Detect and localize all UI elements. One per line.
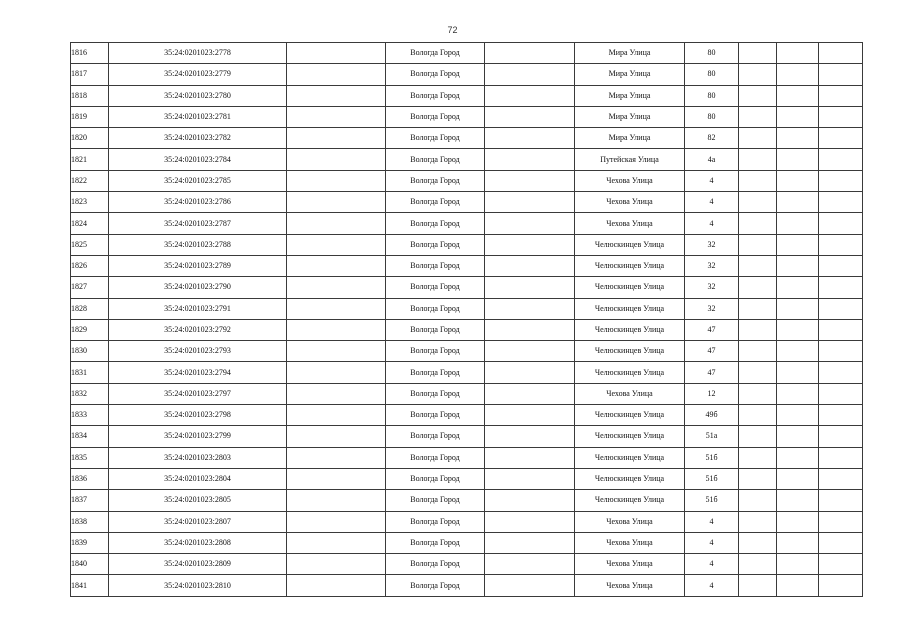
city-cell: Вологда Город [386,575,485,596]
empty-cell [287,575,386,596]
house-number-cell: 4 [685,213,739,234]
registry-table [70,42,863,597]
city-cell: Вологда Город [386,490,485,511]
city-cell: Вологда Город [386,554,485,575]
empty-cell [739,213,777,234]
empty-cell [287,234,386,255]
empty-cell [287,383,386,404]
empty-cell [819,447,863,468]
city-cell: Вологда Город [386,383,485,404]
empty-cell [287,298,386,319]
empty-cell [777,234,819,255]
empty-cell [287,341,386,362]
cadastral-number-cell: 35:24:0201023:2805 [109,490,287,511]
empty-cell [819,234,863,255]
empty-cell [819,468,863,489]
city-cell: Вологда Город [386,170,485,191]
cadastral-number-cell: 35:24:0201023:2778 [109,43,287,64]
empty-cell [819,575,863,596]
empty-cell [287,277,386,298]
cadastral-number-cell: 35:24:0201023:2804 [109,468,287,489]
empty-cell [739,192,777,213]
table-row [71,405,863,426]
page-number: 72 [447,25,458,35]
street-cell: Челюскинцев Улица [575,298,685,319]
empty-cell [485,192,575,213]
house-number-cell: 80 [685,106,739,127]
row-number-cell: 1838 [71,511,109,532]
row-number-cell: 1830 [71,341,109,362]
row-number-cell: 1817 [71,64,109,85]
empty-cell [819,106,863,127]
empty-cell [739,426,777,447]
table-row [71,170,863,191]
house-number-cell: 51а [685,426,739,447]
empty-cell [287,426,386,447]
empty-cell [819,64,863,85]
empty-cell [739,362,777,383]
empty-cell [777,383,819,404]
street-cell: Челюскинцев Улица [575,490,685,511]
empty-cell [739,490,777,511]
empty-cell [739,383,777,404]
street-cell: Челюскинцев Улица [575,405,685,426]
empty-cell [777,298,819,319]
empty-cell [485,149,575,170]
house-number-cell: 4 [685,192,739,213]
row-number-cell: 1821 [71,149,109,170]
empty-cell [819,362,863,383]
cadastral-number-cell: 35:24:0201023:2797 [109,383,287,404]
empty-cell [739,575,777,596]
house-number-cell: 4 [685,170,739,191]
empty-cell [819,490,863,511]
empty-cell [777,149,819,170]
table-row [71,447,863,468]
table-row [71,149,863,170]
city-cell: Вологда Город [386,298,485,319]
house-number-cell: 80 [685,85,739,106]
street-cell: Мира Улица [575,128,685,149]
street-cell: Челюскинцев Улица [575,255,685,276]
table-row [71,85,863,106]
empty-cell [485,383,575,404]
cadastral-number-cell: 35:24:0201023:2798 [109,405,287,426]
house-number-cell: 51б [685,468,739,489]
empty-cell [485,298,575,319]
house-number-cell: 4а [685,149,739,170]
table-row [71,213,863,234]
empty-cell [739,532,777,553]
cadastral-number-cell: 35:24:0201023:2792 [109,319,287,340]
empty-cell [739,341,777,362]
empty-cell [485,234,575,255]
table-row [71,298,863,319]
empty-cell [287,468,386,489]
empty-cell [485,362,575,383]
empty-cell [287,490,386,511]
empty-cell [739,511,777,532]
cadastral-number-cell: 35:24:0201023:2786 [109,192,287,213]
empty-cell [739,277,777,298]
empty-cell [777,43,819,64]
street-cell: Челюскинцев Улица [575,426,685,447]
table-row [71,575,863,596]
house-number-cell: 51б [685,447,739,468]
empty-cell [485,319,575,340]
empty-cell [777,85,819,106]
empty-cell [739,255,777,276]
empty-cell [485,511,575,532]
city-cell: Вологда Город [386,85,485,106]
empty-cell [777,426,819,447]
city-cell: Вологда Город [386,149,485,170]
city-cell: Вологда Город [386,341,485,362]
empty-cell [485,532,575,553]
empty-cell [819,255,863,276]
empty-cell [777,64,819,85]
street-cell: Челюскинцев Улица [575,468,685,489]
city-cell: Вологда Город [386,43,485,64]
empty-cell [287,192,386,213]
empty-cell [739,64,777,85]
empty-cell [485,213,575,234]
empty-cell [819,277,863,298]
empty-cell [485,277,575,298]
table-row [71,106,863,127]
empty-cell [485,43,575,64]
empty-cell [287,106,386,127]
cadastral-number-cell: 35:24:0201023:2807 [109,511,287,532]
row-number-cell: 1841 [71,575,109,596]
cadastral-number-cell: 35:24:0201023:2808 [109,532,287,553]
row-number-cell: 1835 [71,447,109,468]
cadastral-number-cell: 35:24:0201023:2787 [109,213,287,234]
house-number-cell: 32 [685,277,739,298]
empty-cell [485,490,575,511]
empty-cell [777,319,819,340]
cadastral-number-cell: 35:24:0201023:2791 [109,298,287,319]
city-cell: Вологда Город [386,468,485,489]
street-cell: Челюскинцев Улица [575,234,685,255]
empty-cell [485,255,575,276]
row-number-cell: 1832 [71,383,109,404]
empty-cell [739,468,777,489]
street-cell: Челюскинцев Улица [575,277,685,298]
city-cell: Вологда Город [386,192,485,213]
empty-cell [287,554,386,575]
street-cell: Челюскинцев Улица [575,362,685,383]
table-row [71,362,863,383]
city-cell: Вологда Город [386,213,485,234]
empty-cell [777,490,819,511]
cadastral-number-cell: 35:24:0201023:2810 [109,575,287,596]
empty-cell [287,405,386,426]
empty-cell [485,64,575,85]
cadastral-number-cell: 35:24:0201023:2781 [109,106,287,127]
empty-cell [777,362,819,383]
table-row [71,383,863,404]
house-number-cell: 47 [685,362,739,383]
table-row [71,234,863,255]
empty-cell [819,383,863,404]
table-row [71,255,863,276]
empty-cell [485,106,575,127]
empty-cell [819,298,863,319]
empty-cell [777,511,819,532]
table-row [71,128,863,149]
row-number-cell: 1824 [71,213,109,234]
empty-cell [819,341,863,362]
house-number-cell: 4 [685,575,739,596]
table-row [71,532,863,553]
table-row [71,426,863,447]
empty-cell [777,447,819,468]
empty-cell [287,532,386,553]
cadastral-number-cell: 35:24:0201023:2779 [109,64,287,85]
empty-cell [777,128,819,149]
table-row [71,468,863,489]
row-number-cell: 1818 [71,85,109,106]
city-cell: Вологда Город [386,234,485,255]
empty-cell [485,447,575,468]
row-number-cell: 1826 [71,255,109,276]
house-number-cell: 47 [685,319,739,340]
empty-cell [739,170,777,191]
row-number-cell: 1825 [71,234,109,255]
cadastral-number-cell: 35:24:0201023:2780 [109,85,287,106]
city-cell: Вологда Город [386,405,485,426]
empty-cell [485,575,575,596]
table-row [71,64,863,85]
empty-cell [777,255,819,276]
house-number-cell: 4 [685,511,739,532]
empty-cell [819,128,863,149]
street-cell: Мира Улица [575,106,685,127]
empty-cell [739,43,777,64]
city-cell: Вологда Город [386,426,485,447]
city-cell: Вологда Город [386,532,485,553]
empty-cell [739,128,777,149]
empty-cell [739,319,777,340]
row-number-cell: 1829 [71,319,109,340]
row-number-cell: 1834 [71,426,109,447]
street-cell: Мира Улица [575,85,685,106]
table-row [71,490,863,511]
street-cell: Мира Улица [575,64,685,85]
empty-cell [739,85,777,106]
empty-cell [739,149,777,170]
table-row [71,43,863,64]
street-cell: Чехова Улица [575,532,685,553]
cadastral-number-cell: 35:24:0201023:2789 [109,255,287,276]
house-number-cell: 32 [685,234,739,255]
city-cell: Вологда Город [386,64,485,85]
empty-cell [819,426,863,447]
empty-cell [777,341,819,362]
empty-cell [819,532,863,553]
street-cell: Чехова Улица [575,511,685,532]
cadastral-number-cell: 35:24:0201023:2809 [109,554,287,575]
empty-cell [739,298,777,319]
house-number-cell: 47 [685,341,739,362]
empty-cell [287,213,386,234]
empty-cell [819,213,863,234]
row-number-cell: 1827 [71,277,109,298]
table-row [71,554,863,575]
row-number-cell: 1820 [71,128,109,149]
street-cell: Путейская Улица [575,149,685,170]
cadastral-number-cell: 35:24:0201023:2793 [109,341,287,362]
empty-cell [819,170,863,191]
house-number-cell: 32 [685,255,739,276]
empty-cell [819,405,863,426]
empty-cell [287,64,386,85]
empty-cell [287,511,386,532]
city-cell: Вологда Город [386,255,485,276]
empty-cell [739,405,777,426]
city-cell: Вологда Город [386,319,485,340]
empty-cell [819,319,863,340]
empty-cell [485,426,575,447]
row-number-cell: 1816 [71,43,109,64]
empty-cell [287,85,386,106]
table-row [71,341,863,362]
house-number-cell: 4 [685,554,739,575]
row-number-cell: 1837 [71,490,109,511]
row-number-cell: 1839 [71,532,109,553]
empty-cell [739,554,777,575]
city-cell: Вологда Город [386,447,485,468]
street-cell: Челюскинцев Улица [575,341,685,362]
empty-cell [819,85,863,106]
empty-cell [287,43,386,64]
row-number-cell: 1823 [71,192,109,213]
house-number-cell: 32 [685,298,739,319]
empty-cell [819,43,863,64]
house-number-cell: 80 [685,64,739,85]
empty-cell [777,106,819,127]
city-cell: Вологда Город [386,106,485,127]
cadastral-number-cell: 35:24:0201023:2790 [109,277,287,298]
empty-cell [739,234,777,255]
street-cell: Чехова Улица [575,213,685,234]
table-row [71,319,863,340]
empty-cell [819,554,863,575]
empty-cell [485,85,575,106]
empty-cell [287,362,386,383]
empty-cell [287,149,386,170]
cadastral-number-cell: 35:24:0201023:2794 [109,362,287,383]
cadastral-number-cell: 35:24:0201023:2788 [109,234,287,255]
row-number-cell: 1840 [71,554,109,575]
street-cell: Чехова Улица [575,170,685,191]
empty-cell [739,447,777,468]
empty-cell [777,554,819,575]
city-cell: Вологда Город [386,511,485,532]
empty-cell [777,213,819,234]
empty-cell [777,575,819,596]
empty-cell [485,468,575,489]
house-number-cell: 80 [685,43,739,64]
table-row [71,277,863,298]
empty-cell [485,405,575,426]
street-cell: Чехова Улица [575,575,685,596]
cadastral-number-cell: 35:24:0201023:2784 [109,149,287,170]
house-number-cell: 49б [685,405,739,426]
row-number-cell: 1836 [71,468,109,489]
empty-cell [777,277,819,298]
street-cell: Чехова Улица [575,383,685,404]
cadastral-number-cell: 35:24:0201023:2782 [109,128,287,149]
empty-cell [777,405,819,426]
empty-cell [287,319,386,340]
empty-cell [819,149,863,170]
city-cell: Вологда Город [386,277,485,298]
table-row [71,511,863,532]
house-number-cell: 82 [685,128,739,149]
empty-cell [819,192,863,213]
row-number-cell: 1822 [71,170,109,191]
house-number-cell: 12 [685,383,739,404]
cadastral-number-cell: 35:24:0201023:2785 [109,170,287,191]
street-cell: Челюскинцев Улица [575,447,685,468]
street-cell: Чехова Улица [575,554,685,575]
street-cell: Чехова Улица [575,192,685,213]
empty-cell [485,170,575,191]
city-cell: Вологда Город [386,362,485,383]
registry-rows [71,43,863,597]
street-cell: Челюскинцев Улица [575,319,685,340]
empty-cell [819,511,863,532]
table-row [71,192,863,213]
empty-cell [287,447,386,468]
row-number-cell: 1833 [71,405,109,426]
street-cell: Мира Улица [575,43,685,64]
empty-cell [287,170,386,191]
empty-cell [777,532,819,553]
empty-cell [485,128,575,149]
empty-cell [485,554,575,575]
empty-cell [287,128,386,149]
empty-cell [777,170,819,191]
row-number-cell: 1831 [71,362,109,383]
row-number-cell: 1819 [71,106,109,127]
city-cell: Вологда Город [386,128,485,149]
cadastral-number-cell: 35:24:0201023:2803 [109,447,287,468]
empty-cell [739,106,777,127]
house-number-cell: 4 [685,532,739,553]
empty-cell [777,468,819,489]
row-number-cell: 1828 [71,298,109,319]
empty-cell [287,255,386,276]
house-number-cell: 51б [685,490,739,511]
empty-cell [777,192,819,213]
cadastral-number-cell: 35:24:0201023:2799 [109,426,287,447]
empty-cell [485,341,575,362]
